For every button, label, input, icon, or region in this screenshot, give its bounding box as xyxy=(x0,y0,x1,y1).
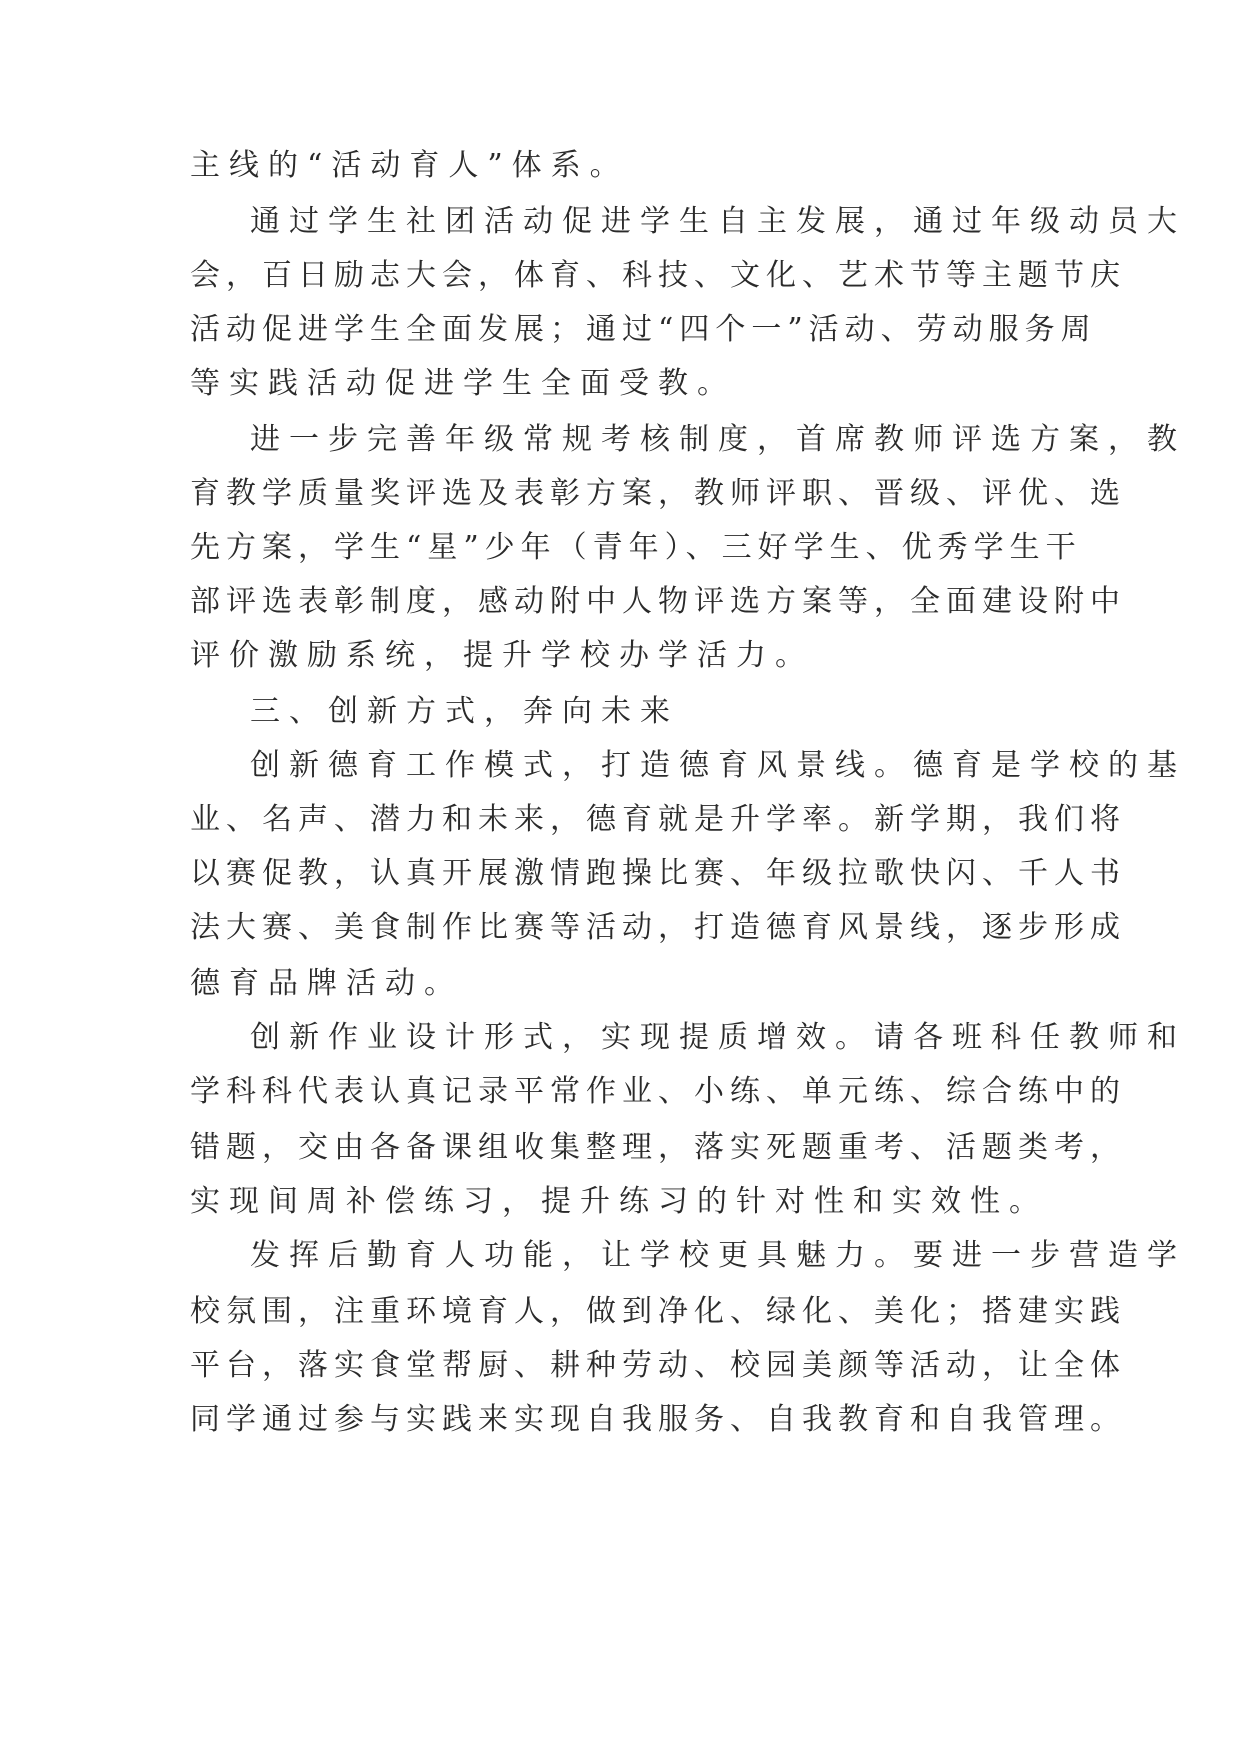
text-line: 主线的“活动育人”体系。 xyxy=(190,148,629,183)
text-line: 学科科代表认真记录平常作业、小练、单元练、综合练中的 xyxy=(190,1074,1126,1109)
text-line: 平台，落实食堂帮厨、耕种劳动、校园美颜等活动，让全体 xyxy=(190,1348,1126,1383)
text-line: 会，百日励志大会，体育、科技、文化、艺术节等主题节庆 xyxy=(190,258,1126,293)
paragraph-start-line: 发挥后勤育人功能，让学校更具魅力。要进一步营造学 xyxy=(250,1238,1186,1273)
text-line: 等实践活动促进学生全面受教。 xyxy=(190,366,736,401)
paragraph-start-line: 创新德育工作模式，打造德育风景线。德育是学校的基 xyxy=(250,748,1186,783)
text-line: 活动促进学生全面发展；通过“四个一”活动、劳动服务周 xyxy=(190,312,1097,347)
text-line: 先方案，学生“星”少年（青年）、三好学生、优秀学生干 xyxy=(190,530,1082,565)
text-line: 法大赛、美食制作比赛等活动，打造德育风景线，逐步形成 xyxy=(190,910,1126,945)
text-line: 以赛促教，认真开展激情跑操比赛、年级拉歌快闪、千人书 xyxy=(190,856,1126,891)
section-heading: 三、创新方式，奔向未来 xyxy=(250,694,679,729)
paragraph-start-line: 通过学生社团活动促进学生自主发展，通过年级动员大 xyxy=(250,204,1186,239)
text-line: 实现间周补偿练习，提升练习的针对性和实效性。 xyxy=(190,1184,1048,1219)
text-line: 育教学质量奖评选及表彰方案，教师评职、晋级、评优、选 xyxy=(190,476,1126,511)
text-line: 校氛围，注重环境育人，做到净化、绿化、美化；搭建实践 xyxy=(190,1294,1126,1329)
text-line: 部评选表彰制度，感动附中人物评选方案等，全面建设附中 xyxy=(190,584,1126,619)
paragraph-start-line: 创新作业设计形式，实现提质增效。请各班科任教师和 xyxy=(250,1020,1186,1055)
text-line: 同学通过参与实践来实现自我服务、自我教育和自我管理。 xyxy=(190,1402,1126,1437)
text-line: 评价激励系统，提升学校办学活力。 xyxy=(190,638,814,673)
paragraph-start-line: 进一步完善年级常规考核制度，首席教师评选方案，教 xyxy=(250,422,1186,457)
text-line: 业、名声、潜力和未来，德育就是升学率。新学期，我们将 xyxy=(190,802,1126,837)
text-line: 错题，交由各备课组收集整理，落实死题重考、活题类考， xyxy=(190,1130,1126,1165)
text-line: 德育品牌活动。 xyxy=(190,966,463,1001)
